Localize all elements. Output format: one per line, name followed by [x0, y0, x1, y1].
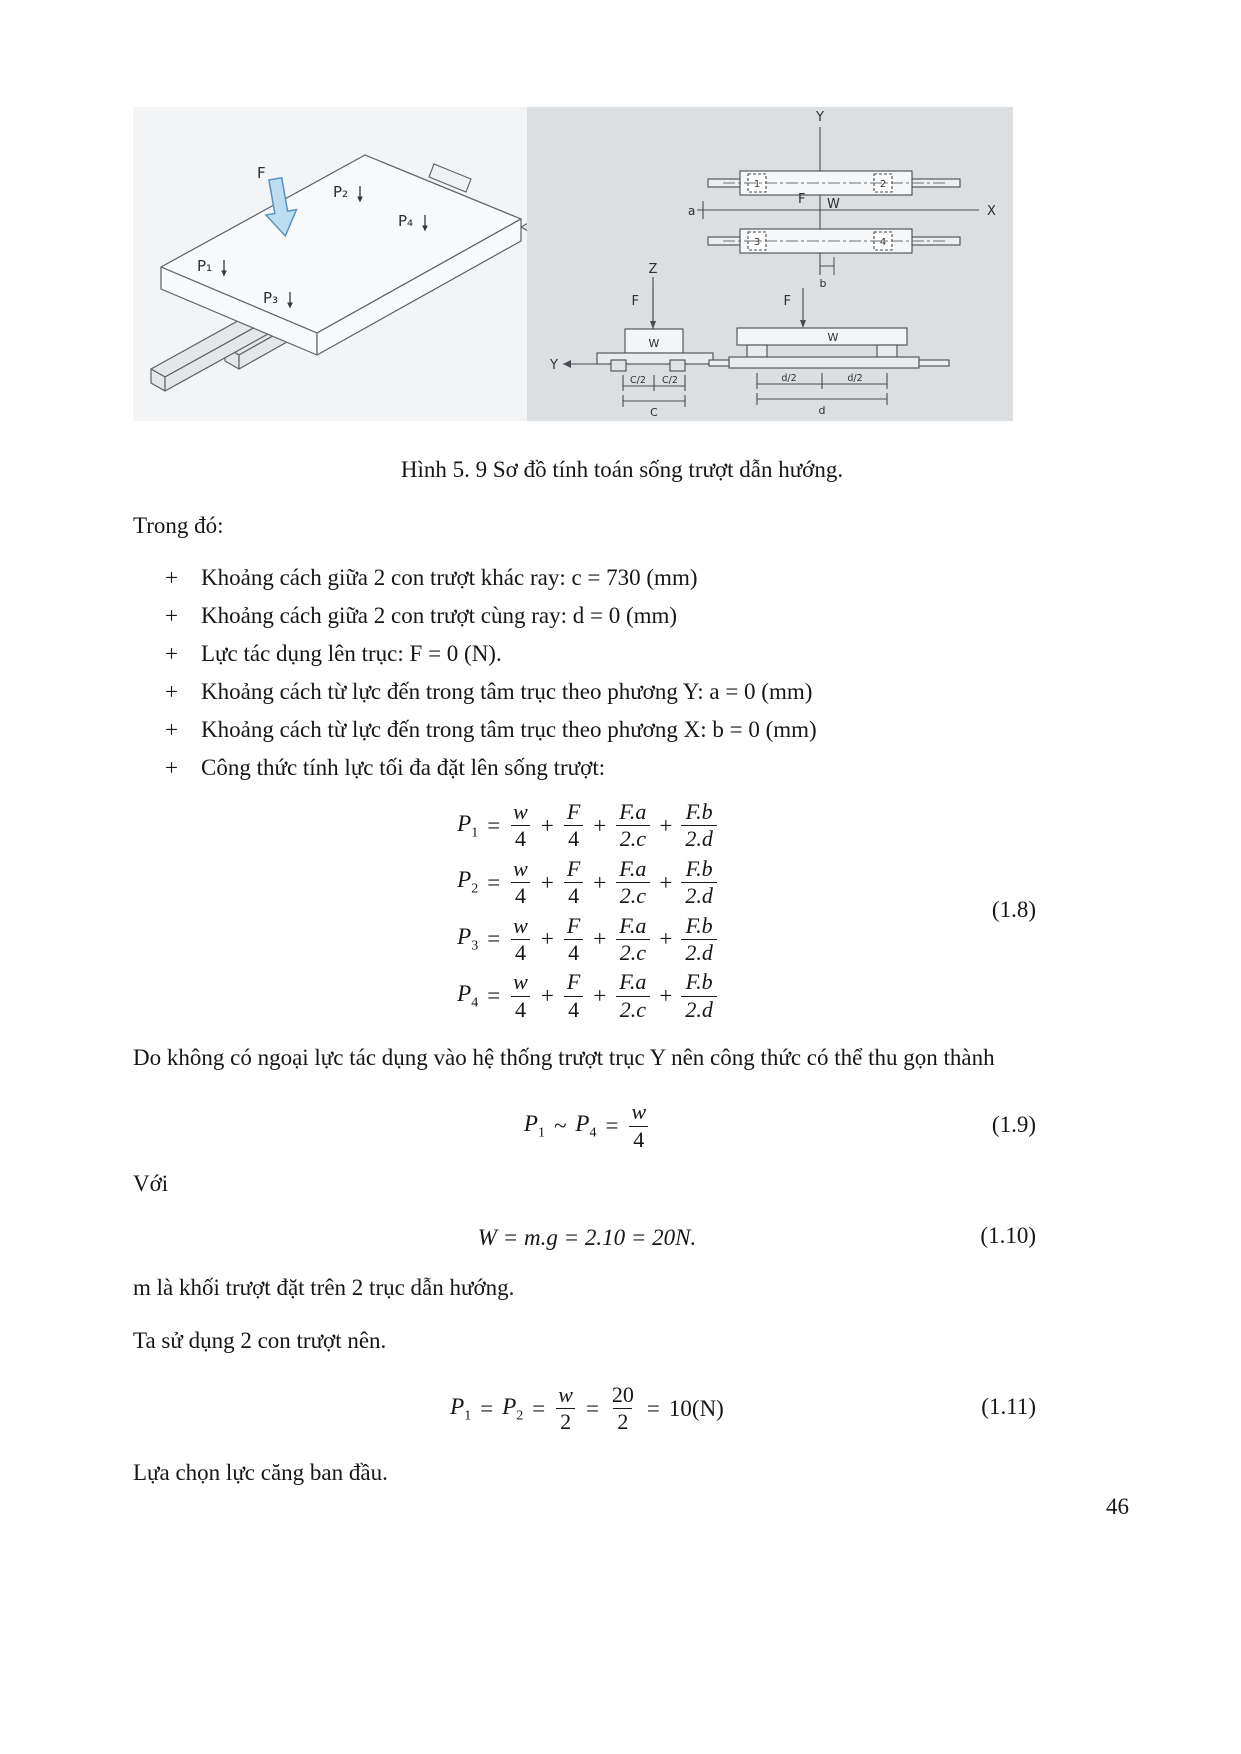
- subscript: 4: [471, 995, 479, 1011]
- plus-sign: +: [659, 869, 673, 895]
- numerator: F.b: [685, 855, 713, 881]
- equation-number-1-11: (1.11): [981, 1394, 1036, 1420]
- plan-rail-top: [708, 171, 960, 195]
- denominator: 4: [564, 996, 583, 1023]
- paragraph-two-sliders: Ta sử dụng 2 con trượt nên.: [133, 1327, 387, 1353]
- fraction-Fb-2d: [681, 969, 717, 1023]
- numerator: F.b: [685, 799, 713, 824]
- numerator: w: [513, 799, 528, 824]
- equals-sign: =: [487, 812, 501, 838]
- schematic-view: [527, 107, 1013, 421]
- denominator: 2.c: [616, 996, 650, 1023]
- plus-sign: +: [540, 812, 554, 838]
- fraction-Fa-2c: [615, 856, 650, 910]
- plus-sign: +: [540, 926, 554, 952]
- label-fr-F: F: [783, 294, 791, 309]
- equation-1-10: [133, 1222, 1111, 1251]
- equation-number-1-9: (1.9): [991, 1111, 1036, 1137]
- equation-number-1-10: (1.10): [980, 1223, 1036, 1249]
- denominator: 4: [511, 882, 530, 909]
- equation-row: [478, 1225, 696, 1251]
- subscript: 1: [537, 1125, 545, 1141]
- denominator: 4: [564, 882, 583, 909]
- lhs: [524, 1111, 545, 1142]
- paragraph-tension: Lựa chọn lực căng ban đầu.: [133, 1459, 388, 1485]
- equals-sign: =: [605, 1113, 619, 1139]
- plus-sign: +: [659, 983, 673, 1009]
- var-P: P: [450, 1393, 465, 1419]
- list-item-text: Khoảng cách giữa 2 con trượt khác ray: c = 730 (mm): [201, 565, 698, 590]
- equation-1-8: [133, 796, 1111, 1023]
- equals-sign: =: [646, 1395, 660, 1421]
- subscript: 1: [464, 1408, 472, 1424]
- denominator: 2.c: [616, 939, 650, 966]
- equals-sign: =: [480, 1395, 494, 1421]
- fraction-Fb-2d: [681, 799, 717, 853]
- denominator: 2.d: [681, 825, 717, 852]
- plus-sign: +: [593, 983, 607, 1009]
- fraction-Fa-2c: [615, 969, 650, 1023]
- fraction-w-4: [627, 1099, 650, 1153]
- lhs: [457, 924, 478, 955]
- var-P: P: [457, 924, 472, 950]
- subscript: 1: [471, 825, 479, 841]
- numerator: 20: [611, 1381, 634, 1407]
- subscript: 2: [516, 1408, 524, 1424]
- fraction-w-4: [509, 913, 532, 967]
- figure-image-isometric: [133, 107, 527, 421]
- numerator: F.a: [619, 855, 647, 881]
- fraction-w-4: [509, 799, 532, 853]
- fraction-w-2: [554, 1382, 577, 1436]
- denominator: 4: [629, 1126, 648, 1153]
- equation-1-10-row: [133, 1222, 1111, 1251]
- list-item: [165, 754, 1111, 782]
- numerator: F.b: [685, 912, 713, 938]
- denominator: 2.d: [681, 996, 717, 1023]
- label-c-half-left: C/2: [630, 375, 646, 386]
- list-item-text: Lực tác dụng lên trục: F = 0 (N).: [201, 641, 502, 666]
- label-fl-W: W: [648, 337, 660, 350]
- numerator: w: [513, 855, 528, 881]
- label-fr-W: W: [827, 331, 839, 344]
- plus-sign: +: [659, 812, 673, 838]
- fraction-Fb-2d: [681, 913, 717, 967]
- denominator: 4: [511, 996, 530, 1023]
- list-marker: +: [165, 717, 178, 742]
- subscript: 3: [471, 938, 479, 954]
- paragraph-voi: Với: [133, 1170, 169, 1196]
- numerator: F: [566, 799, 581, 824]
- label-P1: P₁: [197, 257, 213, 275]
- numerator: F: [566, 912, 581, 938]
- numerator: F: [566, 969, 581, 995]
- var-P: P: [457, 810, 472, 836]
- result: 10(N): [668, 1395, 724, 1421]
- fraction-F-4: [563, 969, 584, 1023]
- numerator: w: [558, 1381, 573, 1407]
- equals-sign: =: [532, 1395, 546, 1421]
- label-force-F: F: [257, 164, 266, 182]
- label-P4: P₄: [398, 212, 414, 230]
- label-block-3: 3: [753, 237, 761, 248]
- parameter-list: [133, 564, 1111, 782]
- denominator: 4: [511, 825, 530, 852]
- front-right-view: [709, 288, 949, 405]
- dimension-b: [820, 257, 834, 275]
- isometric-view: [133, 107, 527, 421]
- lhs: [450, 1394, 471, 1425]
- plus-sign: +: [593, 926, 607, 952]
- label-x-axis: X: [987, 204, 996, 219]
- denominator: 2.d: [681, 939, 717, 966]
- label-z-axis: Z: [648, 262, 658, 277]
- paragraph-intro: Trong đó:: [133, 513, 224, 538]
- plus-sign: +: [540, 869, 554, 895]
- label-y-axis: Y: [816, 110, 824, 125]
- denominator: 2: [556, 1408, 575, 1435]
- fraction-20-2: [608, 1382, 638, 1436]
- fraction-F-4: [563, 856, 584, 910]
- list-item: [165, 716, 1111, 744]
- list-marker: +: [165, 755, 178, 780]
- plus-sign: +: [593, 869, 607, 895]
- expression: W = m.g = 2.10 = 20N.: [477, 1224, 697, 1250]
- figure-image-schematic: [527, 107, 1013, 421]
- label-c: C: [650, 406, 658, 419]
- var-P: P: [575, 1110, 590, 1136]
- equation-row-P2: [457, 856, 717, 910]
- denominator: 4: [564, 939, 583, 966]
- equation-row: [450, 1382, 724, 1436]
- fraction-Fa-2c: [615, 913, 650, 967]
- label-block-1: 1: [753, 179, 761, 190]
- numerator: F.a: [619, 799, 647, 824]
- fraction-Fb-2d: [681, 856, 717, 910]
- label-plan-F: F: [798, 192, 806, 207]
- equation-row: [524, 1099, 650, 1153]
- equation-row-P1: [457, 799, 717, 853]
- document-page: [133, 107, 1111, 1511]
- tilde-sign: ~: [553, 1113, 567, 1139]
- equals-sign: =: [487, 926, 501, 952]
- label-d-half-left: d/2: [781, 373, 797, 384]
- subscript: 2: [471, 881, 479, 897]
- denominator: 4: [564, 825, 583, 852]
- plus-sign: +: [593, 812, 607, 838]
- list-item-text: Khoảng cách giữa 2 con trượt cùng ray: d = 0 (mm): [201, 603, 678, 628]
- page-number: 46: [1106, 1494, 1129, 1519]
- equation-1-9: [133, 1096, 1111, 1153]
- denominator: 2: [613, 1408, 632, 1435]
- fraction-F-4: [563, 799, 584, 853]
- fraction-F-4: [563, 913, 584, 967]
- list-marker: +: [165, 679, 178, 704]
- numerator: w: [513, 969, 528, 995]
- label-fl-F: F: [631, 294, 639, 309]
- lhs: [457, 811, 478, 842]
- plus-sign: +: [659, 926, 673, 952]
- subscript: 4: [589, 1125, 597, 1141]
- numerator: w: [513, 912, 528, 938]
- list-marker: +: [165, 565, 178, 590]
- list-item: [165, 678, 1111, 706]
- denominator: 2.c: [616, 825, 650, 852]
- equation-1-11-row: [133, 1379, 1111, 1436]
- label-block-2: 2: [879, 179, 887, 190]
- equation-1-11: [133, 1379, 1111, 1436]
- lhs: [502, 1394, 523, 1425]
- list-item: [165, 564, 1111, 592]
- denominator: 4: [511, 939, 530, 966]
- label-plan-W: W: [827, 197, 840, 212]
- equals-sign: =: [487, 983, 501, 1009]
- label-d-half-right: d/2: [847, 373, 863, 384]
- var-P: P: [502, 1393, 517, 1419]
- numerator: F: [566, 855, 581, 881]
- equals-sign: =: [585, 1395, 599, 1421]
- equation-1-8-rows: [133, 796, 1111, 1023]
- plan-rail-bottom: [708, 229, 960, 253]
- label-b: b: [819, 277, 827, 290]
- lhs: [575, 1111, 596, 1142]
- label-block-4: 4: [879, 237, 887, 248]
- equals-sign: =: [487, 869, 501, 895]
- var-P: P: [457, 980, 472, 1006]
- lhs: [457, 867, 478, 898]
- list-item-text: Khoảng cách từ lực đến trong tâm trục theo phương Y: a = 0 (mm): [201, 679, 813, 704]
- denominator: 2.d: [681, 882, 717, 909]
- numerator: F.a: [619, 969, 647, 995]
- equation-1-9-row: [133, 1096, 1111, 1153]
- plus-sign: +: [540, 983, 554, 1009]
- figure-caption: Hình 5. 9 Sơ đồ tính toán sống trượt dẫn hướng.: [400, 457, 844, 482]
- fraction-Fa-2c: [615, 799, 650, 853]
- list-item-text: Công thức tính lực tối đa đặt lên sống trượt:: [201, 755, 606, 780]
- label-c-half-right: C/2: [662, 375, 678, 386]
- equation-row-P3: [457, 913, 717, 967]
- numerator: F.b: [685, 969, 713, 995]
- list-marker: +: [165, 603, 178, 628]
- fraction-w-4: [509, 969, 532, 1023]
- numerator: F.a: [619, 912, 647, 938]
- equation-number-1-8: (1.8): [991, 896, 1036, 922]
- list-item: [165, 640, 1111, 668]
- denominator: 2.c: [616, 882, 650, 909]
- var-P: P: [523, 1110, 538, 1136]
- fraction-w-4: [509, 856, 532, 910]
- label-fl-Y: Y: [550, 358, 558, 373]
- figure-5-9: [133, 107, 1013, 421]
- list-item: [165, 602, 1111, 630]
- label-a: a: [688, 204, 696, 218]
- lhs: [457, 981, 478, 1012]
- list-item-text: Khoảng cách từ lực đến trong tâm trục theo phương X: b = 0 (mm): [201, 717, 817, 742]
- paragraph-mass: m là khối trượt đặt trên 2 trục dẫn hướng.: [133, 1274, 515, 1300]
- var-P: P: [457, 867, 472, 893]
- equation-row-P4: [457, 969, 717, 1023]
- list-marker: +: [165, 641, 178, 666]
- numerator: w: [631, 1099, 647, 1125]
- paragraph-reduction: Do không có ngoại lực tác dụng vào hệ thống trượt trục Y nên công thức có thể thu gọn thành: [133, 1045, 995, 1071]
- label-d: d: [818, 404, 826, 417]
- label-P2: P₂: [333, 183, 349, 201]
- label-P3: P₃: [263, 289, 279, 307]
